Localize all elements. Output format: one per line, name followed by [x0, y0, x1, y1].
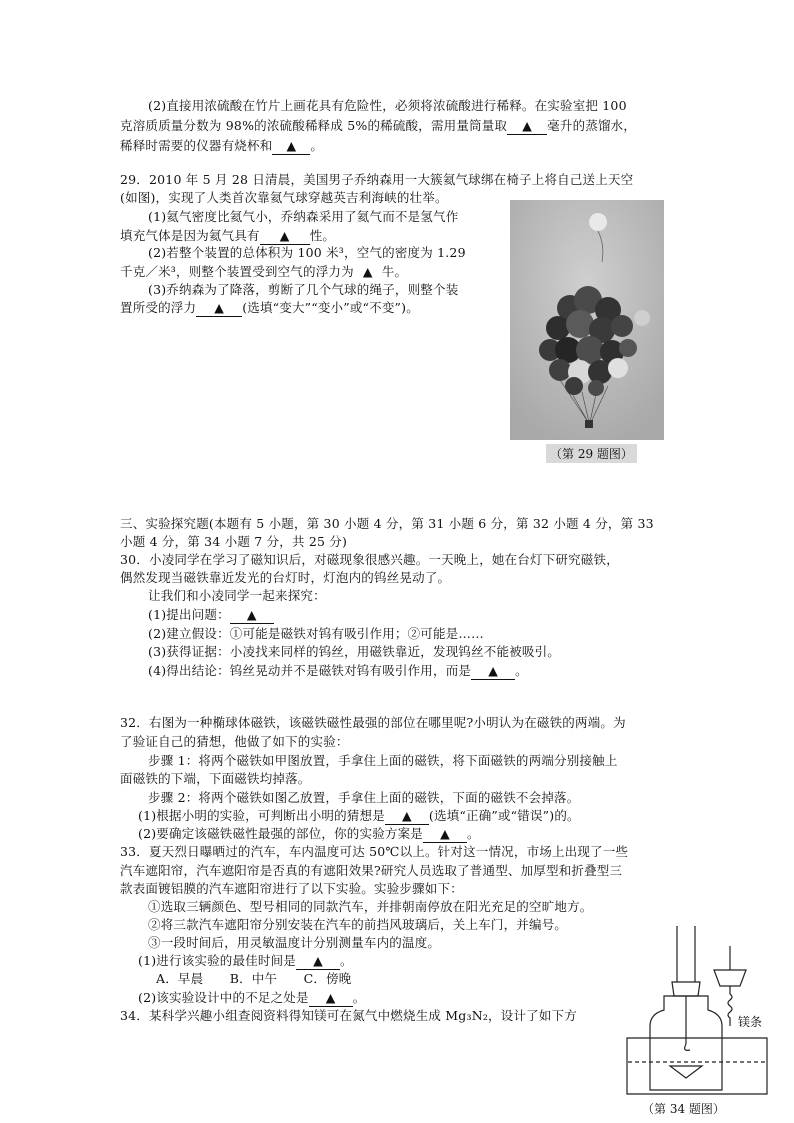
q28-line1: (2)直接用浓硫酸在竹片上画花具有危险性，必须将浓硫酸进行稀释。在实验室把 100 — [148, 98, 627, 113]
section3-header-line2: 小题 4 分，第 34 小题 7 分，共 25 分) — [120, 534, 348, 549]
answer-blank[interactable]: ▲ — [507, 118, 547, 135]
q32-line7-tail: 。 — [467, 826, 480, 841]
q33-line3: 款表面镀铝膜的汽车遮阳帘进行了以下实验。实验步骤如下： — [120, 881, 463, 896]
q33-line7 — [138, 953, 353, 970]
q30-line4 — [148, 607, 274, 624]
q30-line7-tail: 。 — [515, 663, 528, 678]
q29-line7: (3)乔纳森为了降落，剪断了几个气球的绳子，则整个装 — [148, 282, 459, 297]
option-b: B．中午 — [229, 971, 278, 986]
q33-line4: ①选取三辆颜色、型号相同的同款汽车，并排朝南停放在阳光充足的空旷地方。 — [148, 899, 593, 914]
q29-line6-tail: 牛。 — [381, 264, 408, 279]
q29-line3: (1)氦气密度比氦气小，乔纳森采用了氦气而不是氢气作 — [148, 209, 459, 224]
q32-line7-text: (2)要确定该磁铁磁性最强的部位，你的实验方案是 — [138, 826, 424, 841]
figure-34-caption: （第 34 题图） — [642, 1102, 725, 1116]
q28-line3-text: 稀释时需要的仪器有烧杯和 — [120, 138, 273, 153]
q29-line4 — [120, 228, 335, 245]
section3-header-line1: 三、实验探究题(本题有 5 小题，第 30 小题 4 分，第 31 小题 6 分，第 32 小题 4 分，第 33 — [120, 516, 654, 531]
answer-blank[interactable]: ▲ — [471, 663, 515, 680]
answer-blank[interactable]: ▲ — [230, 607, 274, 624]
q28-line3-tail: 。 — [310, 138, 324, 153]
q32-line1: 32．右图为一种椭球体磁铁，该磁铁磁性最强的部位在哪里呢?小明认为在磁铁的两端。为 — [120, 715, 626, 730]
figure-29-caption: （第 29 题图） — [546, 444, 637, 463]
magnesium-ribbon — [728, 986, 732, 1026]
q29-line4-text: 填充气体是因为氦气具有 — [120, 228, 260, 243]
q32-line5: 步骤 2：将两个磁铁如图乙放置，手拿住上面的磁铁，下面的磁铁不会掉落。 — [148, 790, 580, 805]
answer-blank[interactable]: ▲ — [196, 300, 242, 317]
q33-options — [156, 971, 351, 987]
q33-line6: ③一段时间后，用灵敏温度计分别测量车内的温度。 — [148, 935, 441, 950]
q30-line6: (3)获得证据：小凌找来同样的钨丝，用磁铁靠近，发现钨丝不能被吸引。 — [148, 644, 561, 659]
option-c: C．傍晚 — [303, 971, 352, 986]
q32-line6-text: (1)根据小明的实验，可判断出小明的猜想是 — [138, 808, 385, 823]
q30-line4-text: (1)提出问题： — [148, 607, 230, 622]
answer-blank[interactable]: ▲ — [362, 264, 373, 279]
q33-line9-tail: 。 — [352, 990, 366, 1005]
q32-line6-tail: (选填“正确”或“错误”)的。 — [428, 808, 580, 823]
q33-line1: 33．夏天烈日曝晒过的汽车，车内温度可达 50℃以上。针对这一情况，市场上出现了一些 — [120, 844, 629, 859]
q29-line2: (如图)，实现了人类首次靠氦气球穿越英吉利海峡的壮举。 — [120, 190, 448, 205]
q33-line9 — [138, 990, 365, 1007]
q32-line6 — [138, 808, 580, 825]
q32-line2: 了验证自己的猜想，他做了如下的实验： — [120, 734, 349, 749]
answer-blank[interactable]: ▲ — [423, 826, 467, 843]
evaporating-dish — [670, 1066, 702, 1078]
q32-line7 — [138, 826, 480, 843]
q29-line6 — [120, 264, 407, 280]
q33-line2: 汽车遮阳帘，汽车遮阳帘是否真的有遮阳效果?研究人员选取了普通型、加厚型和折叠型三 — [120, 863, 623, 878]
q29-line8-text: 置所受的浮力 — [120, 300, 197, 315]
q29-line8-tail: (选填“变大”“变小”或“不变”)。 — [242, 300, 419, 315]
answer-blank[interactable]: ▲ — [309, 990, 353, 1007]
stopper-with-wire — [714, 970, 746, 986]
q33-line5: ②将三款汽车遮阳帘分别安装在汽车的前挡风玻璃后，关上车门，并编号。 — [148, 917, 568, 932]
q29-line4-tail: 性。 — [309, 228, 336, 243]
q29-line8 — [120, 300, 419, 317]
balloon-photo — [510, 200, 664, 440]
q29-line1: 29．2010 年 5 月 28 日清晨，美国男子乔纳森用一大簇氦气球绑在椅子上将自己送上天空 — [120, 172, 634, 187]
q33-line7-text: (1)进行该实验的最佳时间是 — [138, 953, 297, 968]
q30-line7 — [148, 663, 528, 680]
q28-line2-text: 克溶质质量分数为 98%的浓硫酸稀释成 5%的稀硫酸，需用量筒量取 — [120, 118, 508, 133]
answer-blank[interactable]: ▲ — [296, 953, 340, 970]
q30-line7-text: (4)得出结论：钨丝晃动并不是磁铁对钨有吸引作用，而是 — [148, 663, 472, 678]
wire-hook — [685, 1044, 690, 1050]
q28-line2 — [120, 118, 636, 135]
answer-blank[interactable]: ▲ — [260, 228, 310, 245]
q30-line5: (2)建立假设：①可能是磁铁对钨有吸引作用；②可能是…… — [148, 626, 484, 641]
q29-line5: (2)若整个装置的总体积为 100 米³，空气的密度为 1.29 — [148, 245, 466, 260]
q30-line3: 让我们和小凌同学一起来探究： — [148, 588, 326, 603]
q32-line3: 步骤 1：将两个磁铁如甲图放置，手拿住上面的磁铁，将下面磁铁的两端分别接触上 — [148, 753, 618, 768]
apparatus-diagram — [622, 926, 772, 1102]
figure-29 — [510, 200, 664, 462]
q33-line7-tail: 。 — [340, 953, 353, 968]
magnesium-label: 镁条 — [738, 1015, 763, 1029]
q30-line1: 30．小凌同学在学习了磁知识后，对磁现象很感兴趣。一天晚上，她在台灯下研究磁铁， — [120, 552, 619, 567]
q32-line4: 面磁铁的下端，下面磁铁均掉落。 — [120, 771, 311, 786]
q33-line9-text: (2)该实验设计中的不足之处是 — [138, 990, 309, 1005]
q34-line1: 34．某科学兴趣小组查阅资料得知镁可在氮气中燃烧生成 Mg₃N₂，设计了如下方 — [120, 1008, 577, 1023]
figure-34 — [622, 926, 772, 1118]
q30-line2: 偶然发现当磁铁靠近发光的台灯时，灯泡内的钨丝晃动了。 — [120, 570, 451, 585]
option-a: A．早晨 — [156, 971, 204, 986]
chair — [585, 420, 593, 428]
answer-blank[interactable]: ▲ — [385, 808, 429, 825]
q29-line6-text: 千克／米³，则整个装置受到空气的浮力为 — [120, 264, 354, 279]
q28-line3 — [120, 138, 323, 155]
answer-blank[interactable]: ▲ — [272, 138, 310, 155]
q28-line2-tail: 毫升的蒸馏水， — [547, 118, 637, 133]
bottle-stopper — [672, 982, 700, 996]
